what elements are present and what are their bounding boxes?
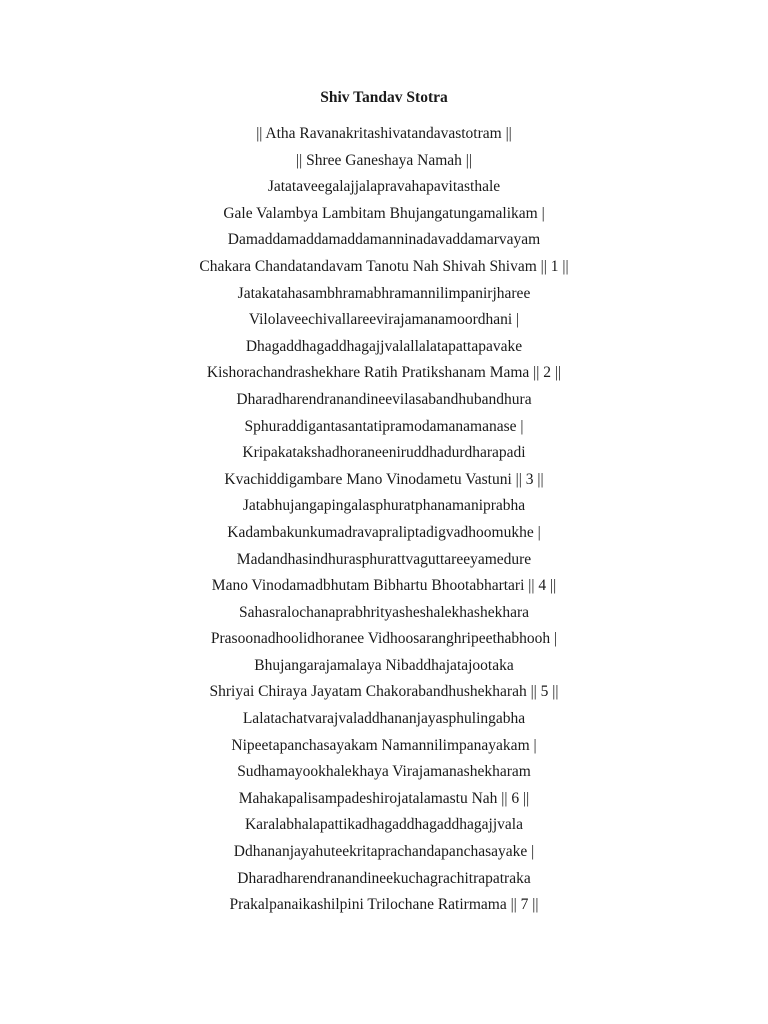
verse-line: Karalabhalapattikadhagaddhagaddhagajjvala bbox=[244, 816, 523, 834]
verse-line: Jatabhujangapingalasphuratphanamaniprabha bbox=[242, 497, 526, 515]
verse-line: Chakara Chandatandavam Tanotu Nah Shivah Shivam || 1 || bbox=[199, 257, 569, 275]
verse-line: Damaddamaddamaddamanninadavaddamarvayam bbox=[227, 231, 541, 249]
verse-line: Kadambakunkumadravapraliptadigvadhoomukhe | bbox=[227, 523, 541, 541]
verse-line: || Atha Ravanakritashivatandavastotram || bbox=[256, 125, 512, 142]
verse-line: || Shree Ganeshaya Namah || bbox=[296, 151, 472, 169]
verse-line: Kvachiddigambare Mano Vinodametu Vastuni || 3 || bbox=[224, 470, 544, 488]
verse-line: Bhujangarajamalaya Nibaddhajatajootaka bbox=[254, 656, 514, 674]
verse-lines bbox=[0, 121, 768, 919]
verse-line: Vilolaveechivallareevirajamanamoordhani | bbox=[248, 311, 520, 329]
verse-line: Mahakapalisampadeshirojatalamastu Nah || 6 || bbox=[238, 789, 530, 807]
verse-line: Jatakatahasambhramabhramannilimpanirjharee bbox=[237, 284, 531, 302]
verse-line: Mano Vinodamadbhutam Bibhartu Bhootabhartari || 4 || bbox=[211, 577, 557, 595]
verse-line: Sudhamayookhalekhaya Virajamanashekharam bbox=[237, 763, 531, 781]
verse-line: Dharadharendranandineevilasabandhubandhura bbox=[236, 390, 532, 408]
verse-line: Kishorachandrashekhare Ratih Pratikshanam Mama || 2 || bbox=[206, 364, 562, 382]
verse-line: Prasoonadhoolidhoranee Vidhoosaranghripeethabhooh | bbox=[210, 630, 558, 648]
verse-line: Lalatachatvarajvaladdhananjayasphulingabha bbox=[242, 710, 526, 728]
verse-line: Ddhananjayahuteekritaprachandapanchasayake | bbox=[233, 843, 535, 861]
verse-line: Jatataveegalajjalapravahapavitasthale bbox=[267, 178, 501, 196]
verse-line: Gale Valambya Lambitam Bhujangatungamalikam | bbox=[223, 204, 545, 222]
verse-line: Shriyai Chiraya Jayatam Chakorabandhushekharah || 5 || bbox=[209, 683, 559, 701]
verse-line: Kripakatakshadhoraneeniruddhadurdharapadi bbox=[242, 444, 526, 462]
document-title: Shiv Tandav Stotra bbox=[320, 89, 448, 106]
verse-line: Sahasralochanaprabhrityasheshalekhashekhara bbox=[238, 603, 530, 621]
verse-line: Prakalpanaikashilpini Trilochane Ratirmama || 7 || bbox=[229, 896, 539, 914]
verse-line: Dharadharendranandineekuchagrachitrapatraka bbox=[237, 869, 531, 887]
verse-line: Sphuraddigantasantatipramodamanamanase | bbox=[244, 417, 524, 435]
verse-line: Dhagaddhagaddhagajjvalallalatapattapavake bbox=[245, 337, 523, 355]
verse-line: Madandhasindhurasphurattvaguttareeyamedure bbox=[236, 550, 532, 568]
verse-line: Nipeetapanchasayakam Namannilimpanayakam | bbox=[231, 736, 537, 754]
